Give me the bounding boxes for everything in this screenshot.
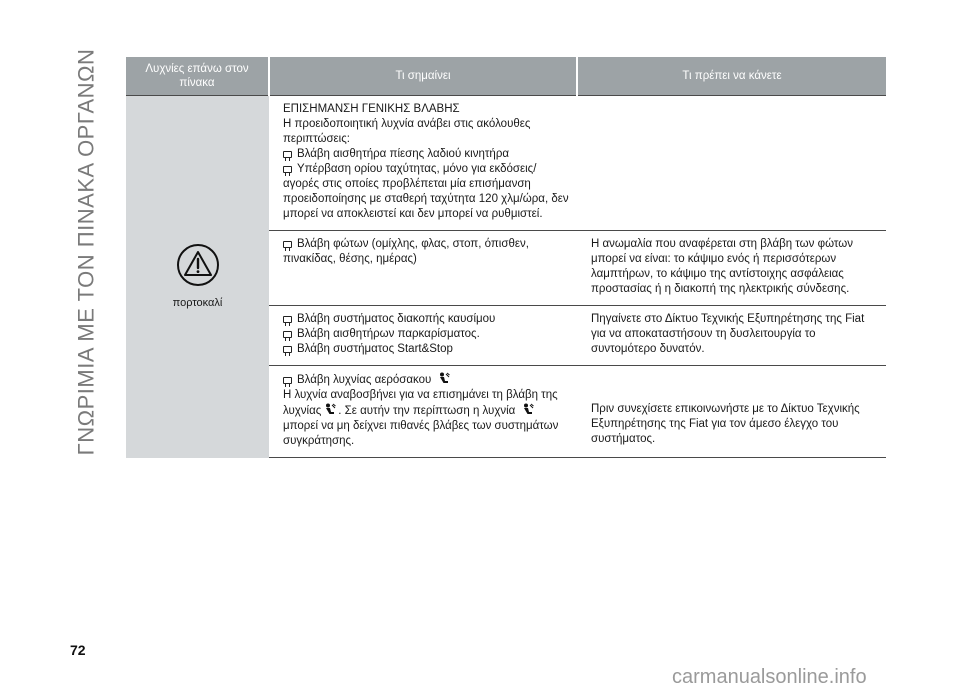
- airbag-seat-icon: [521, 403, 534, 417]
- airbag-seat-icon: [437, 372, 450, 386]
- meaning-airbag-fault: [269, 366, 577, 458]
- bulb-icon: [283, 151, 292, 158]
- airbag-text-part1: Η λυχνία αναβοσβήνει για να επισημάνει τη βλάβη της λυχνίας: [283, 389, 558, 417]
- bulb-icon: [283, 331, 292, 338]
- action-airbag-fault: [577, 366, 886, 458]
- list-item: [283, 162, 569, 222]
- list-item: [283, 372, 569, 388]
- warning-triangle-icon: [176, 243, 220, 287]
- list-item-text: Βλάβη αισθητήρα πίεσης λαδιού κινητήρα: [297, 148, 510, 160]
- airbag-description: [283, 388, 569, 449]
- meaning-lights-fault: [269, 231, 577, 306]
- list-item: [283, 312, 569, 327]
- bulb-icon: [283, 166, 292, 173]
- general-fault-intro: Η προειδοποιητική λυχνία ανάβει στις ακόλουθες περιπτώσεις:: [283, 118, 531, 145]
- airbag-text-part3: μπορεί να μη δείχνει πιθανές βλάβες των συστημάτων συγκράτησης.: [283, 420, 559, 447]
- list-item: [283, 147, 569, 162]
- general-fault-title: ΕΠΙΣΗΜΑΝΣΗ ΓΕΝΙΚΗΣ ΒΛΑΒΗΣ: [283, 103, 460, 115]
- bulb-icon: [283, 241, 292, 248]
- bulb-icon: [283, 377, 292, 384]
- airbag-seat-icon: [323, 403, 336, 417]
- list-item-text: Βλάβη συστήματος Start&Stop: [297, 343, 453, 355]
- page-number: 72: [70, 642, 86, 658]
- list-item-text: Υπέρβαση ορίου ταχύτητας, μόνο για εκδόσεις/αγορές στις οποίες προβλέπεται μία επισήμανση προειδοποίησης με σταθερή ταχύτητα 120 χλμ/ώρα, δεν μπορεί να αποκλειστεί και δεν μπορεί να ρυθμιστεί.: [283, 163, 569, 220]
- header-meaning: Τι σημαίνει: [269, 57, 577, 96]
- header-lamp: Λυχνίες επάνω στον πίνακα: [126, 57, 269, 96]
- table-row: [126, 96, 886, 231]
- lamp-cell: [126, 96, 269, 458]
- meaning-general-fault: [269, 96, 577, 231]
- airbag-action-text: Πριν συνεχίσετε επικοινωνήστε με το Δίκτυο Τεχνικής Εξυπηρέτησης της Fiat για τον άμεσο έλεγχο του συστήματος.: [591, 403, 860, 445]
- side-section-title: [66, 48, 106, 456]
- bulb-icon: [283, 316, 292, 323]
- lamp-color-label: πορτοκαλί: [172, 296, 223, 309]
- list-item: [283, 342, 569, 357]
- list-item-text: Βλάβη φώτων (ομίχλης, φλας, στοπ, όπισθεν, πινακίδας, θέσης, ημέρας): [283, 238, 529, 265]
- action-systems-fault: Πηγαίνετε στο Δίκτυο Τεχνικής Εξυπηρέτησης της Fiat για να αποκαταστήσουν τη δυσλειτουργία το συντομότερο δυνατόν.: [577, 306, 886, 366]
- table-header-row: [126, 57, 886, 96]
- list-item: [283, 237, 569, 267]
- list-item-text: Βλάβη συστήματος διακοπής καυσίμου: [297, 313, 496, 325]
- list-item-text: Βλάβη λυχνίας αερόσακου: [297, 374, 432, 386]
- action-general-fault: [577, 96, 886, 231]
- action-lights-fault: Η ανωμαλία που αναφέρεται στη βλάβη των φώτων μπορεί να είναι: το κάψιμο ενός ή περισσότερων λαμπτήρων, το κάψιμο της αντίστοιχης ασφάλειας προστασίας ή η διακοπή της ηλεκτρικής σύνδεσης.: [577, 231, 886, 306]
- warning-lamp-table: [126, 57, 886, 458]
- meaning-systems-fault: [269, 306, 577, 366]
- bulb-icon: [283, 346, 292, 353]
- watermark: carmanualsonline.info: [672, 666, 867, 688]
- list-item: [283, 327, 569, 342]
- spacer: [591, 372, 878, 402]
- list-item-text: Βλάβη αισθητήρων παρκαρίσματος.: [297, 328, 480, 340]
- airbag-text-part2: . Σε αυτήν την περίπτωση η λυχνία: [338, 405, 516, 417]
- side-section-title-text: ΓΝΩΡΙΜΙΑ ΜΕ ΤΟΝ ΠΙΝΑΚΑ ΟΡΓΑΝΩΝ: [73, 48, 99, 456]
- header-action: Τι πρέπει να κάνετε: [577, 57, 886, 96]
